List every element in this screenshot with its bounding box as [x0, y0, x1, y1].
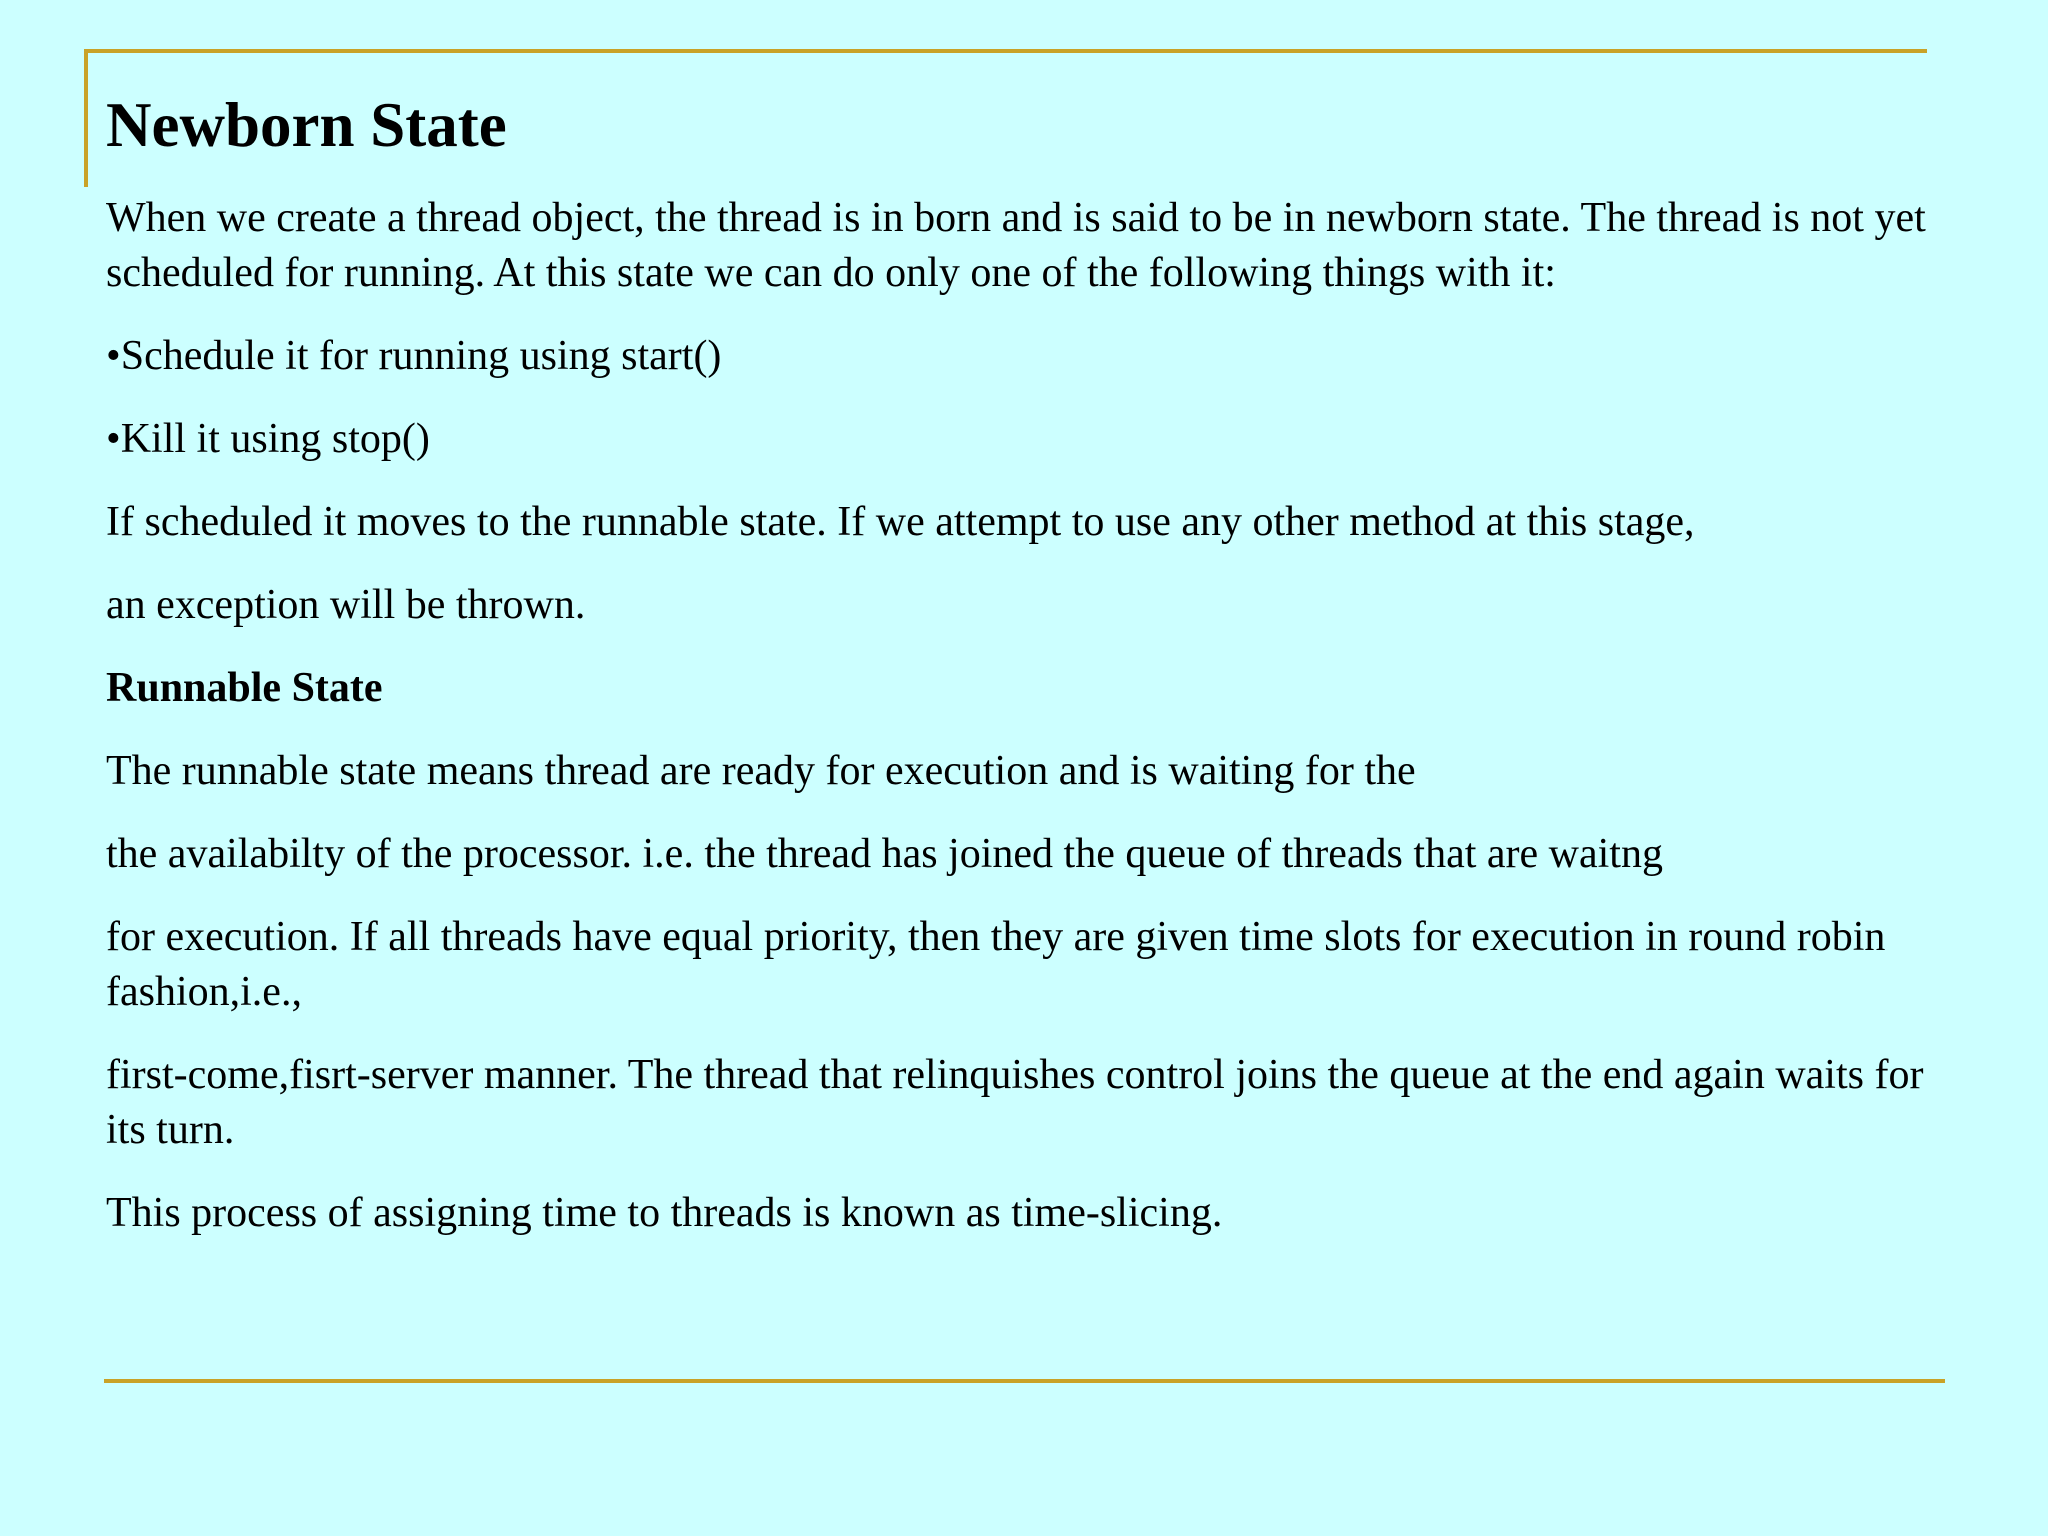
- paragraph-time-slicing: This process of assigning time to threads is known as time-slicing.: [106, 1190, 1223, 1236]
- bullet-schedule-start: •Schedule it for running using start(): [106, 333, 722, 379]
- paragraph-first-come: first-come,fisrt-server manner. The thread that relinquishes control joins the queue at the end again waits for its turn.: [106, 1052, 1924, 1153]
- slide-frame-left-line: [84, 49, 88, 187]
- paragraph-round-robin: for execution. If all threads have equal priority, then they are given time slots for execution in round robin fashion,i.e.,: [106, 914, 1886, 1015]
- paragraph-processor-availability: the availabilty of the processor. i.e. the thread has joined the queue of threads that are waitng: [106, 831, 1663, 877]
- paragraph-newborn-intro: When we create a thread object, the thread is in born and is said to be in newborn state. The thread is not yet scheduled for running. At this state we can do only one of the following things with it:: [106, 195, 1926, 296]
- paragraph-exception: an exception will be thrown.: [106, 582, 586, 628]
- slide-body: [106, 191, 1946, 1269]
- slide-frame-bottom-line: [104, 1379, 1945, 1383]
- paragraph-runnable-meaning: The runnable state means thread are ready for execution and is waiting for the: [106, 748, 1416, 794]
- slide-frame-top-line: [84, 49, 1927, 53]
- bullet-kill-stop: •Kill it using stop(): [106, 416, 430, 462]
- heading-runnable-state: Runnable State: [106, 665, 383, 711]
- paragraph-scheduled-runnable: If scheduled it moves to the runnable state. If we attempt to use any other method at this stage,: [106, 499, 1695, 545]
- slide-title: Newborn State: [106, 90, 507, 160]
